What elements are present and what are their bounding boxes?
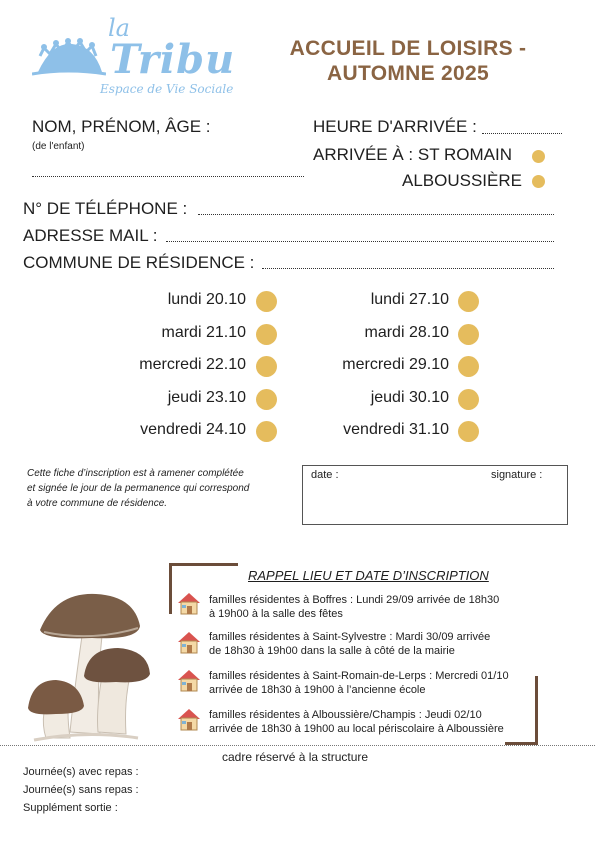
sun-crown-icon xyxy=(32,28,106,80)
date-label: date : xyxy=(311,469,339,481)
email-field[interactable] xyxy=(166,241,554,242)
days-left xyxy=(90,290,280,450)
title-line-1: ACCUEIL DE LOISIRS - xyxy=(289,37,527,60)
arrival-time-label: HEURE D'ARRIVÉE : xyxy=(313,117,477,136)
arrival-time-field[interactable] xyxy=(482,133,562,134)
name-note: (de l'enfant) xyxy=(32,141,85,152)
days-right xyxy=(290,290,485,450)
day-checkbox[interactable] xyxy=(256,421,277,442)
reserved-label: cadre réservé à la structure xyxy=(222,750,369,764)
house-icon xyxy=(176,591,202,615)
day-checkbox[interactable] xyxy=(458,421,479,442)
arrival-at-label: ARRIVÉE À : ST ROMAIN xyxy=(313,145,513,164)
day-checkbox[interactable] xyxy=(256,356,277,377)
supplement-label: Supplément sortie : xyxy=(23,802,118,814)
page-title xyxy=(258,36,558,86)
footer-divider xyxy=(0,745,595,746)
house-icon xyxy=(176,630,202,654)
commune-field[interactable] xyxy=(262,268,554,269)
day-checkbox[interactable] xyxy=(256,389,277,410)
day-label: mercredi 22.10 xyxy=(139,356,246,373)
rappel-title: RAPPEL LIEU ET DATE D’INSCRIPTION xyxy=(248,568,489,583)
day-checkbox[interactable] xyxy=(256,291,277,312)
day-label: mardi 28.10 xyxy=(364,324,449,341)
rappel-entry: familles résidentes à Boffres : Lundi 29/09 arrivée de 18h30 à 19h00 à la salle des fêtes xyxy=(209,594,500,620)
logo xyxy=(30,14,236,98)
signature-label: signature : xyxy=(491,469,543,481)
commune-label: COMMUNE DE RÉSIDENCE : xyxy=(23,253,255,272)
notice-line: et signée le jour de la permanence qui correspond xyxy=(27,483,250,494)
rappel-entries xyxy=(176,588,566,738)
house-icon xyxy=(176,707,202,731)
day-checkbox[interactable] xyxy=(458,324,479,345)
notice-line: à votre commune de résidence. xyxy=(27,498,168,509)
logo-la: la xyxy=(108,14,130,42)
name-label: NOM, PRÉNOM, ÂGE : xyxy=(32,117,211,136)
day-label: vendredi 24.10 xyxy=(140,421,246,438)
day-label: jeudi 30.10 xyxy=(370,389,449,406)
phone-label: N° DE TÉLÉPHONE : xyxy=(23,199,188,218)
day-label: lundi 20.10 xyxy=(167,291,246,308)
day-label: mardi 21.10 xyxy=(161,324,246,341)
mushroom-illustration xyxy=(26,592,160,742)
day-checkbox[interactable] xyxy=(458,389,479,410)
notice-line: Cette fiche d’inscription est à ramener complétée xyxy=(27,468,244,479)
with-meal-label: Journée(s) avec repas : xyxy=(23,766,139,778)
day-checkbox[interactable] xyxy=(256,324,277,345)
day-label: mercredi 29.10 xyxy=(342,356,449,373)
house-icon xyxy=(176,668,202,692)
date-signature-box[interactable] xyxy=(302,465,568,525)
name-field[interactable] xyxy=(32,176,304,177)
arrival-alboussiere-checkbox[interactable] xyxy=(532,175,545,188)
logo-name: Tribu xyxy=(110,36,236,83)
without-meal-label: Journée(s) sans repas : xyxy=(23,784,139,796)
day-label: vendredi 31.10 xyxy=(343,421,449,438)
rappel-entry: familles résidentes à Alboussière/Champis : Jeudi 02/10 arrivée de 18h30 à 19h00 au local périscolaire à Alboussière xyxy=(209,709,504,735)
day-label: jeudi 23.10 xyxy=(167,389,246,406)
arrival-option-alboussiere: ALBOUSSIÈRE xyxy=(402,171,522,190)
rappel-entry: familles résidentes à Saint-Romain-de-Lerps : Mercredi 01/10 arrivée de 18h30 à 19h00 à l’ancienne école xyxy=(209,670,509,696)
phone-field[interactable] xyxy=(198,214,554,215)
rappel-entry: familles résidentes à Saint-Sylvestre : Mardi 30/09 arrivée de 18h30 à 19h00 dans la salle à côté de la mairie xyxy=(209,631,491,657)
logo-tagline: Espace de Vie Sociale xyxy=(100,82,234,96)
day-checkbox[interactable] xyxy=(458,356,479,377)
day-label: lundi 27.10 xyxy=(370,291,449,308)
email-label: ADRESSE MAIL : xyxy=(23,226,158,245)
arrival-st-romain-checkbox[interactable] xyxy=(532,150,545,163)
title-line-2: AUTOMNE 2025 xyxy=(327,62,489,85)
day-checkbox[interactable] xyxy=(458,291,479,312)
notice-text xyxy=(27,466,299,511)
